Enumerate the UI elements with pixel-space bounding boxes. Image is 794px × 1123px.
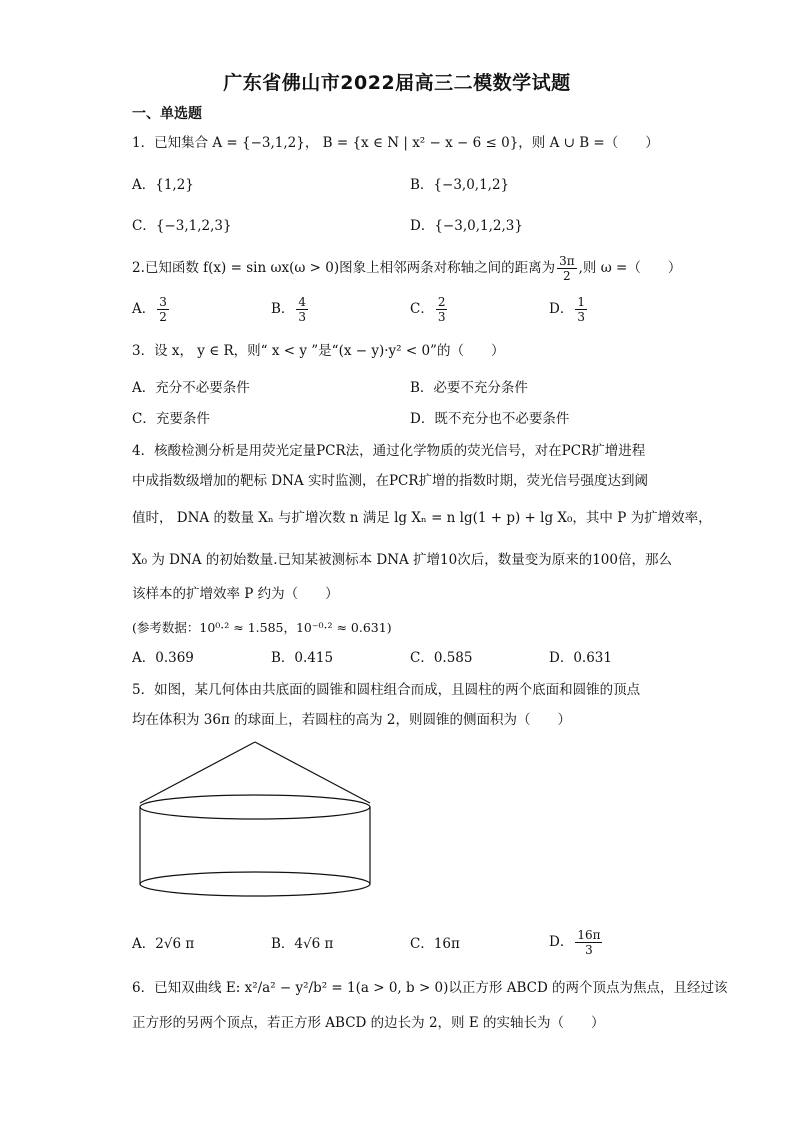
q4-option-a: A．0.369 xyxy=(132,650,194,666)
q2-stem xyxy=(132,254,681,283)
q6-line-2: 正方形的另两个顶点，若正方形 ABCD 的边长为 2，则 E 的实轴长为（ ） xyxy=(132,1015,605,1031)
q5-option-b: B．4√6 π xyxy=(271,936,334,952)
q2-option-a-num: 3 xyxy=(159,295,167,309)
cylinder-bottom-ellipse xyxy=(140,872,370,896)
q3-option-a: A．充分不必要条件 xyxy=(132,380,250,396)
q2-option-b xyxy=(271,295,310,324)
q4-line-3: 值时， DNA 的数量 Xₙ 与扩增次数 n 满足 lg Xₙ = n lg(1 + p) + lg X₀，其中 P 为扩增效率， xyxy=(132,510,712,526)
q4-line-5: 该样本的扩增效率 P 约为（ ） xyxy=(132,586,339,602)
q2-option-b-num: 4 xyxy=(298,295,307,309)
q2-stem-post: ,则 ω =（ ） xyxy=(578,260,682,276)
cone-left-slant xyxy=(140,742,255,803)
cylinder-top-ellipse xyxy=(140,795,370,819)
q1-option-b: B．{−3,0,1,2} xyxy=(410,177,510,193)
q2-option-c-num: 2 xyxy=(437,295,446,309)
q4-reference-data: (参考数据：10⁰·² ≈ 1.585，10⁻⁰·² ≈ 0.631) xyxy=(132,620,392,635)
q5-option-d-fraction xyxy=(575,928,602,957)
q2-option-d xyxy=(549,295,589,324)
q2-option-a xyxy=(132,295,171,324)
q2-option-d-label: D． xyxy=(549,301,574,317)
q5-option-c: C．16π xyxy=(410,936,460,952)
q1-stem: 1．已知集合 A = {−3,1,2}， B = {x ∈ N | x² − x − 6 ≤ 0}，则 A ∪ B =（ ） xyxy=(132,135,659,151)
q2-option-a-label: A． xyxy=(132,301,156,317)
q2-distance-den: 2 xyxy=(563,269,571,283)
q3-option-c: C．充要条件 xyxy=(132,411,210,427)
q4-option-b: B．0.415 xyxy=(271,650,334,666)
q2-option-c xyxy=(410,295,449,324)
q1-option-c: C．{−3,1,2,3} xyxy=(132,218,232,234)
page-title: 广东省佛山市2022届高三二模数学试题 xyxy=(223,72,571,94)
q2-stem-pre: 2.已知函数 f(x) = sin ωx(ω > 0)图象上相邻两条对称轴之间的距离为 xyxy=(132,260,556,276)
q2-option-b-label: B． xyxy=(271,301,295,317)
q2-distance-num: 3π xyxy=(559,254,575,268)
q3-stem: 3．设 x， y ∈ R，则“ x < y ”是“(x − y)·y² < 0”的（ ） xyxy=(132,343,505,359)
q4-line-4: X₀ 为 DNA 的初始数量.已知某被测标本 DNA 扩增10次后，数量变为原来的100倍，那么 xyxy=(132,552,672,568)
q1-option-a: A．{1,2} xyxy=(132,177,194,193)
section-heading: 一、单选题 xyxy=(132,106,202,122)
q2-option-c-label: C． xyxy=(410,301,434,317)
q3-option-d: D．既不充分也不必要条件 xyxy=(410,411,570,427)
q2-distance-fraction xyxy=(557,254,577,283)
q2-option-c-den: 3 xyxy=(437,310,446,324)
q1-option-d: D．{−3,0,1,2,3} xyxy=(410,218,523,234)
q4-option-c: C．0.585 xyxy=(410,650,473,666)
q5-line-1: 5．如图，某几何体由共底面的圆锥和圆柱组合而成，且圆柱的两个底面和圆锥的顶点 xyxy=(132,682,641,698)
q5-option-d-den: 3 xyxy=(585,943,593,957)
q2-option-d-den: 3 xyxy=(577,310,585,324)
q5-line-2: 均在体积为 36π 的球面上，若圆柱的高为 2，则圆锥的侧面积为（ ） xyxy=(132,712,572,728)
q3-option-b: B．必要不充分条件 xyxy=(410,380,528,396)
cone-cylinder-figure xyxy=(130,740,380,900)
q5-option-d-label: D． xyxy=(549,934,574,950)
q6-line-1: 6．已知双曲线 E: x²/a² − y²/b² = 1(a > 0, b > 0)以正方形 ABCD 的两个顶点为焦点，且经过该 xyxy=(132,980,728,996)
q2-option-b-den: 3 xyxy=(298,310,307,324)
q2-option-c-fraction xyxy=(436,295,448,324)
q4-line-2: 中成指数级增加的靶标 DNA 实时监测，在PCR扩增的指数时期，荧光信号强度达到阈 xyxy=(132,473,649,489)
q5-option-d-num: 16π xyxy=(577,928,601,942)
q2-option-a-den: 2 xyxy=(159,310,167,324)
q2-option-a-fraction xyxy=(157,295,169,324)
q5-option-a: A．2√6 π xyxy=(132,936,195,952)
q5-option-d xyxy=(549,928,604,957)
q4-option-d: D．0.631 xyxy=(549,650,612,666)
q2-option-b-fraction xyxy=(296,295,308,324)
q2-option-d-fraction xyxy=(575,295,587,324)
q2-option-d-num: 1 xyxy=(577,295,585,309)
cone-right-slant xyxy=(255,742,370,803)
q4-line-1: 4．核酸检测分析是用荧光定量PCR法，通过化学物质的荧光信号，对在PCR扩增进程 xyxy=(132,443,646,459)
